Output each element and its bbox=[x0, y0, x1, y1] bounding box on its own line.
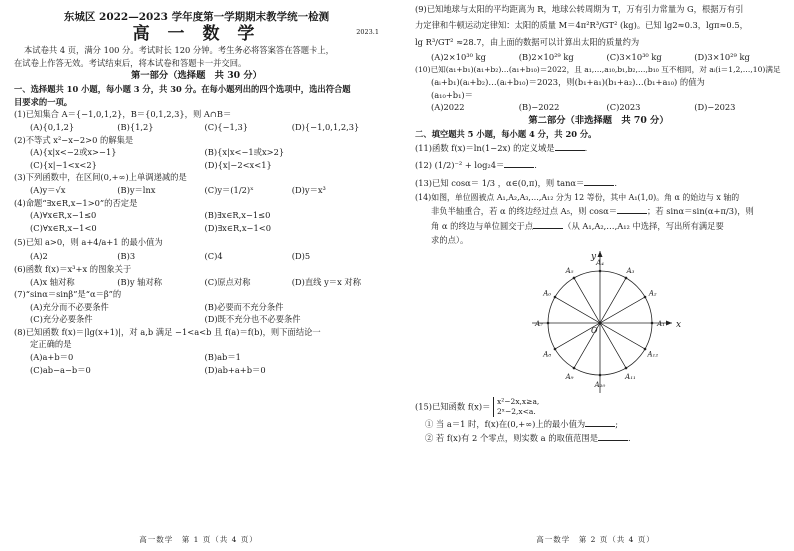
unit-circle-svg bbox=[415, 247, 785, 395]
fill-question: (11)函数 f(x)＝ln(1−2x) 的定义域是 . bbox=[415, 142, 588, 153]
option: (C){x|−1<x<2} bbox=[30, 159, 97, 170]
question-stem: (5)已知 a>0，则 a+4/a+1 的最小值为 bbox=[14, 237, 163, 248]
option: (D)y＝x³ bbox=[291, 184, 326, 195]
option: (D)∃x∈R,x−1<0 bbox=[204, 222, 271, 233]
question-stem: (7)“sinα＝sinβ”是“α＝β”的 bbox=[14, 289, 122, 300]
option: (A)a+b＝0 bbox=[30, 352, 74, 363]
fill-question-text: (11)函数 f(x)＝ln(1−2x) 的定义域是 bbox=[415, 142, 555, 153]
page-footer: 高一数学 第 1 页（共 4 页） bbox=[139, 535, 258, 544]
part2-title: 第二部分（非选择题 共 70 分） bbox=[528, 114, 669, 126]
instruction-line: 在试卷上作答无效。考试结束后，将本试卷和答题卡一并交回。 bbox=[14, 57, 247, 68]
circle-point bbox=[625, 276, 628, 279]
piecewise-function bbox=[493, 397, 539, 417]
options-row bbox=[415, 101, 782, 114]
option: (D)−2023 bbox=[694, 102, 736, 113]
option: (C)y＝(1/2)ˣ bbox=[204, 184, 254, 195]
circle-point bbox=[599, 269, 602, 272]
option: (B){1,2} bbox=[117, 121, 154, 132]
page-right bbox=[397, 0, 794, 551]
option: (A)y＝√x bbox=[30, 184, 66, 195]
point-label: A₇ bbox=[535, 319, 543, 328]
fill-question-text: (12) (1/2)⁻² + log₂4＝ bbox=[415, 159, 505, 170]
question-stem: (6)函数 f(x)＝x³+x 的图象关于 bbox=[14, 263, 132, 274]
options-row bbox=[14, 184, 379, 197]
option: (B)y＝lnx bbox=[117, 184, 156, 195]
x-axis-arrow bbox=[666, 320, 672, 325]
point-label: A₁₂ bbox=[647, 350, 659, 359]
part1-intro: 目要求的一项。 bbox=[14, 96, 73, 107]
point-label: A₁₀ bbox=[594, 380, 606, 389]
point-label: A₄ bbox=[596, 258, 604, 267]
point-label: A₅ bbox=[565, 266, 574, 275]
question-stem: (14)如图，单位圆被点 A₁,A₂,A₃,…,A₁₂ 分为 12 等份，其中 A₁(1,0)。角 α 的始边与 x 轴的 bbox=[415, 192, 740, 202]
option: (D)既不充分也不必要条件 bbox=[204, 314, 301, 325]
y-axis-label: y bbox=[591, 251, 597, 262]
options-row bbox=[14, 364, 379, 377]
fill-question-text: 角 α 的终边与单位圆交于点 bbox=[431, 221, 534, 232]
part2-intro: 二、填空题共 5 小题，每小题 4 分，共 20 分。 bbox=[415, 128, 597, 139]
circle-point bbox=[573, 366, 576, 369]
option: (C)2023 bbox=[606, 102, 641, 113]
option: (D)5 bbox=[291, 251, 311, 262]
exam-date: 2023.1 bbox=[356, 28, 379, 36]
fill-question-text: ① 当 a＝1 时，f(x)在(0,+∞)上的最小值为 bbox=[425, 418, 586, 429]
question-stem: 力定律和牛顿运动定律知：太阳的质量 M＝4π²R³/GT² (kg)。已知 lg2≈0.3，lgπ≈0.5， bbox=[415, 20, 748, 30]
option: (B){x|x<−1或x>2} bbox=[204, 147, 285, 158]
option: (B)必要而不充分条件 bbox=[204, 301, 284, 312]
options-row bbox=[415, 51, 782, 64]
question-stem: (2)不等式 x²−x−2>0 的解集是 bbox=[14, 134, 134, 145]
question-stem: 定正确的是 bbox=[30, 339, 72, 350]
y-axis-arrow bbox=[598, 251, 603, 257]
circle-point bbox=[599, 373, 602, 376]
point-label: A₃ bbox=[626, 266, 635, 275]
option: (A)x 轴对称 bbox=[30, 276, 75, 287]
option: (A)充分而不必要条件 bbox=[30, 301, 109, 312]
point-label: A₈ bbox=[543, 350, 552, 359]
question-stem bbox=[415, 219, 782, 234]
option: (C)充分必要条件 bbox=[30, 314, 93, 325]
question-stem: (a₁₀+b₁)＝ bbox=[431, 89, 473, 100]
piecewise-case: x²−2x,x≥a, bbox=[497, 396, 540, 406]
fill-question-text: ② 若 f(x)有 2 个零点，则实数 a 的取值范围是 bbox=[425, 432, 599, 443]
piecewise-case: 2ˣ−2,x<a. bbox=[497, 406, 536, 416]
unit-circle-group bbox=[532, 251, 681, 393]
option: (A)2022 bbox=[431, 102, 465, 113]
answer-blank bbox=[598, 432, 628, 441]
origin-label: O bbox=[591, 325, 598, 335]
subject-title-text: 高 一 数 学 bbox=[132, 24, 261, 44]
options-row bbox=[14, 301, 379, 314]
option: (A){0,1,2} bbox=[30, 121, 75, 132]
subject-title bbox=[14, 24, 379, 44]
fill-question: ① 当 a＝1 时，f(x)在(0,+∞)上的最小值为 ; bbox=[425, 418, 618, 429]
fill-question-text: (15)已知函数 f(x)＝ bbox=[415, 401, 491, 412]
option: (D)ab+a+b＝0 bbox=[204, 364, 266, 375]
instruction-line: 本试卷共 4 页，满分 100 分。考试时长 120 分钟。考生务必将答案答在答题卡上， bbox=[24, 45, 334, 55]
question-stem: lg R³/GT² ≈28.7，由上面的数据可以计算出太阳的质量约为 bbox=[415, 37, 640, 47]
option: (D)直线 y＝x 对称 bbox=[291, 276, 362, 287]
fill-question: (13)已知 cosα＝ 1/3 ，α∈(0,π)，则 tanα＝ . bbox=[415, 177, 617, 188]
answer-blank bbox=[533, 220, 563, 229]
part1-intro: 一、选择题共 10 小题，每小题 3 分，共 30 分。在每小题列出的四个选项中，选出符合题 bbox=[14, 84, 351, 95]
answer-blank bbox=[584, 177, 614, 186]
part1-title: 第一部分（选择题 共 30 分） bbox=[131, 70, 262, 82]
options-row bbox=[14, 146, 379, 159]
point-label: A₁₁ bbox=[625, 372, 636, 381]
fill-question-text: ；若 sinα＝sin(α+π/3)，则 bbox=[647, 206, 754, 217]
option: (A)2×10³⁰ kg bbox=[431, 52, 486, 62]
fill-question: (12) (1/2)⁻² + log₂4＝ . bbox=[415, 159, 537, 170]
question-stem: (3)下列函数中，在区间(0,+∞)上单调递减的是 bbox=[14, 172, 187, 183]
option: (D){x|−2<x<1} bbox=[204, 159, 272, 170]
option: (B)y 轴对称 bbox=[117, 276, 163, 287]
question-stem: (aᵢ+b₁)(aᵢ+b₂)…(aᵢ+b₁₀)＝2023，则(b₁+a₁)(b₁+a₂)…(b₁+a₁₀) 的值为 bbox=[431, 77, 705, 88]
question-stem: (1)已知集合 A＝{−1,0,1,2}，B＝{0,1,2,3}，则 A∩B＝ bbox=[14, 109, 232, 120]
circle-point bbox=[625, 366, 628, 369]
options-row bbox=[14, 313, 379, 326]
option: (B)−2022 bbox=[518, 102, 560, 113]
option: (C)3×10³⁰ kg bbox=[606, 52, 662, 62]
fill-question-text: 非负半轴重合，若 α 的终边经过点 A₅，则 cosα＝ bbox=[431, 206, 618, 217]
question-stem: (10)已知(a₁+b₁)(a₁+b₂)…(a₁+b₁₀)＝2022，且 a₁,…,a₁₀,b₁,b₂,…,b₁₀ 互不相同，对 aᵢ(i＝1,2,…,10)满足 bbox=[415, 64, 781, 74]
option: (D){−1,0,1,2,3} bbox=[291, 121, 360, 132]
options-row bbox=[14, 159, 379, 172]
circle-point bbox=[644, 347, 647, 350]
option: (C)ab−a−b＝0 bbox=[30, 364, 91, 375]
x-axis-label: x bbox=[676, 319, 682, 330]
option: (B)2×10²⁹ kg bbox=[518, 52, 574, 62]
options-row bbox=[14, 121, 379, 134]
option: (C)原点对称 bbox=[204, 276, 251, 287]
answer-blank bbox=[617, 205, 647, 214]
point-label: A₁ bbox=[657, 319, 665, 328]
option: (C){−1,3} bbox=[204, 121, 249, 132]
options-row bbox=[14, 222, 379, 235]
option: (A)∀x∈R,x−1≤0 bbox=[30, 210, 97, 221]
options-row bbox=[14, 351, 379, 364]
unit-circle-figure bbox=[415, 247, 794, 397]
option: (B)ab＝1 bbox=[204, 352, 241, 363]
option: (A)2 bbox=[30, 251, 48, 262]
page-footer: 高一数学 第 2 页（共 4 页） bbox=[536, 535, 655, 544]
answer-blank bbox=[555, 142, 585, 151]
option: (A){x|x<−2或x>−1} bbox=[30, 147, 117, 158]
question-stem: (8)已知函数 f(x)＝|lg(x+1)|，对 a,b 满足 −1<a<b 且 f(a)＝f(b)，则下面结论一 bbox=[14, 326, 321, 337]
option: (C)4 bbox=[204, 251, 223, 262]
question-stem: 求的点）。 bbox=[431, 235, 469, 246]
fill-question-text: （从 A₁,A₂,…,A₁₂ 中选择，写出所有满足要 bbox=[563, 221, 724, 232]
options-row bbox=[14, 250, 379, 263]
circle-point bbox=[651, 321, 654, 324]
exam-title: 东城区 2022—2023 学年度第一学期期末教学统一检测 bbox=[63, 11, 330, 23]
option: (B)3 bbox=[117, 251, 136, 262]
circle-point bbox=[547, 321, 550, 324]
fill-question bbox=[415, 397, 782, 417]
circle-point bbox=[573, 276, 576, 279]
option: (B)∃x∈R,x−1≤0 bbox=[204, 210, 271, 221]
point-label: A₆ bbox=[543, 289, 552, 298]
option: (D)3×10²⁹ kg bbox=[694, 52, 750, 62]
question-stem: (9)已知地球与太阳的平均距离为 R，地球公转周期为 T，万有引力常量为 G，根据万有引 bbox=[415, 4, 744, 14]
fill-question-text: (13)已知 cosα＝ 1/3 ，α∈(0,π)，则 tanα＝ bbox=[415, 177, 585, 188]
circle-point bbox=[554, 347, 557, 350]
answer-blank bbox=[504, 159, 534, 168]
options-row bbox=[14, 209, 379, 222]
question-stem: (4)命题“∃x∈R,x−1>0”的否定是 bbox=[14, 197, 138, 208]
fill-question: ② 若 f(x)有 2 个零点，则实数 a 的取值范围是 . bbox=[425, 432, 631, 443]
options-row bbox=[14, 276, 379, 289]
answer-blank bbox=[585, 418, 615, 427]
point-label: A₂ bbox=[648, 289, 657, 298]
option: (C)∀x∈R,x−1<0 bbox=[30, 222, 97, 233]
question-stem bbox=[415, 204, 782, 219]
point-label: A₉ bbox=[565, 372, 574, 381]
